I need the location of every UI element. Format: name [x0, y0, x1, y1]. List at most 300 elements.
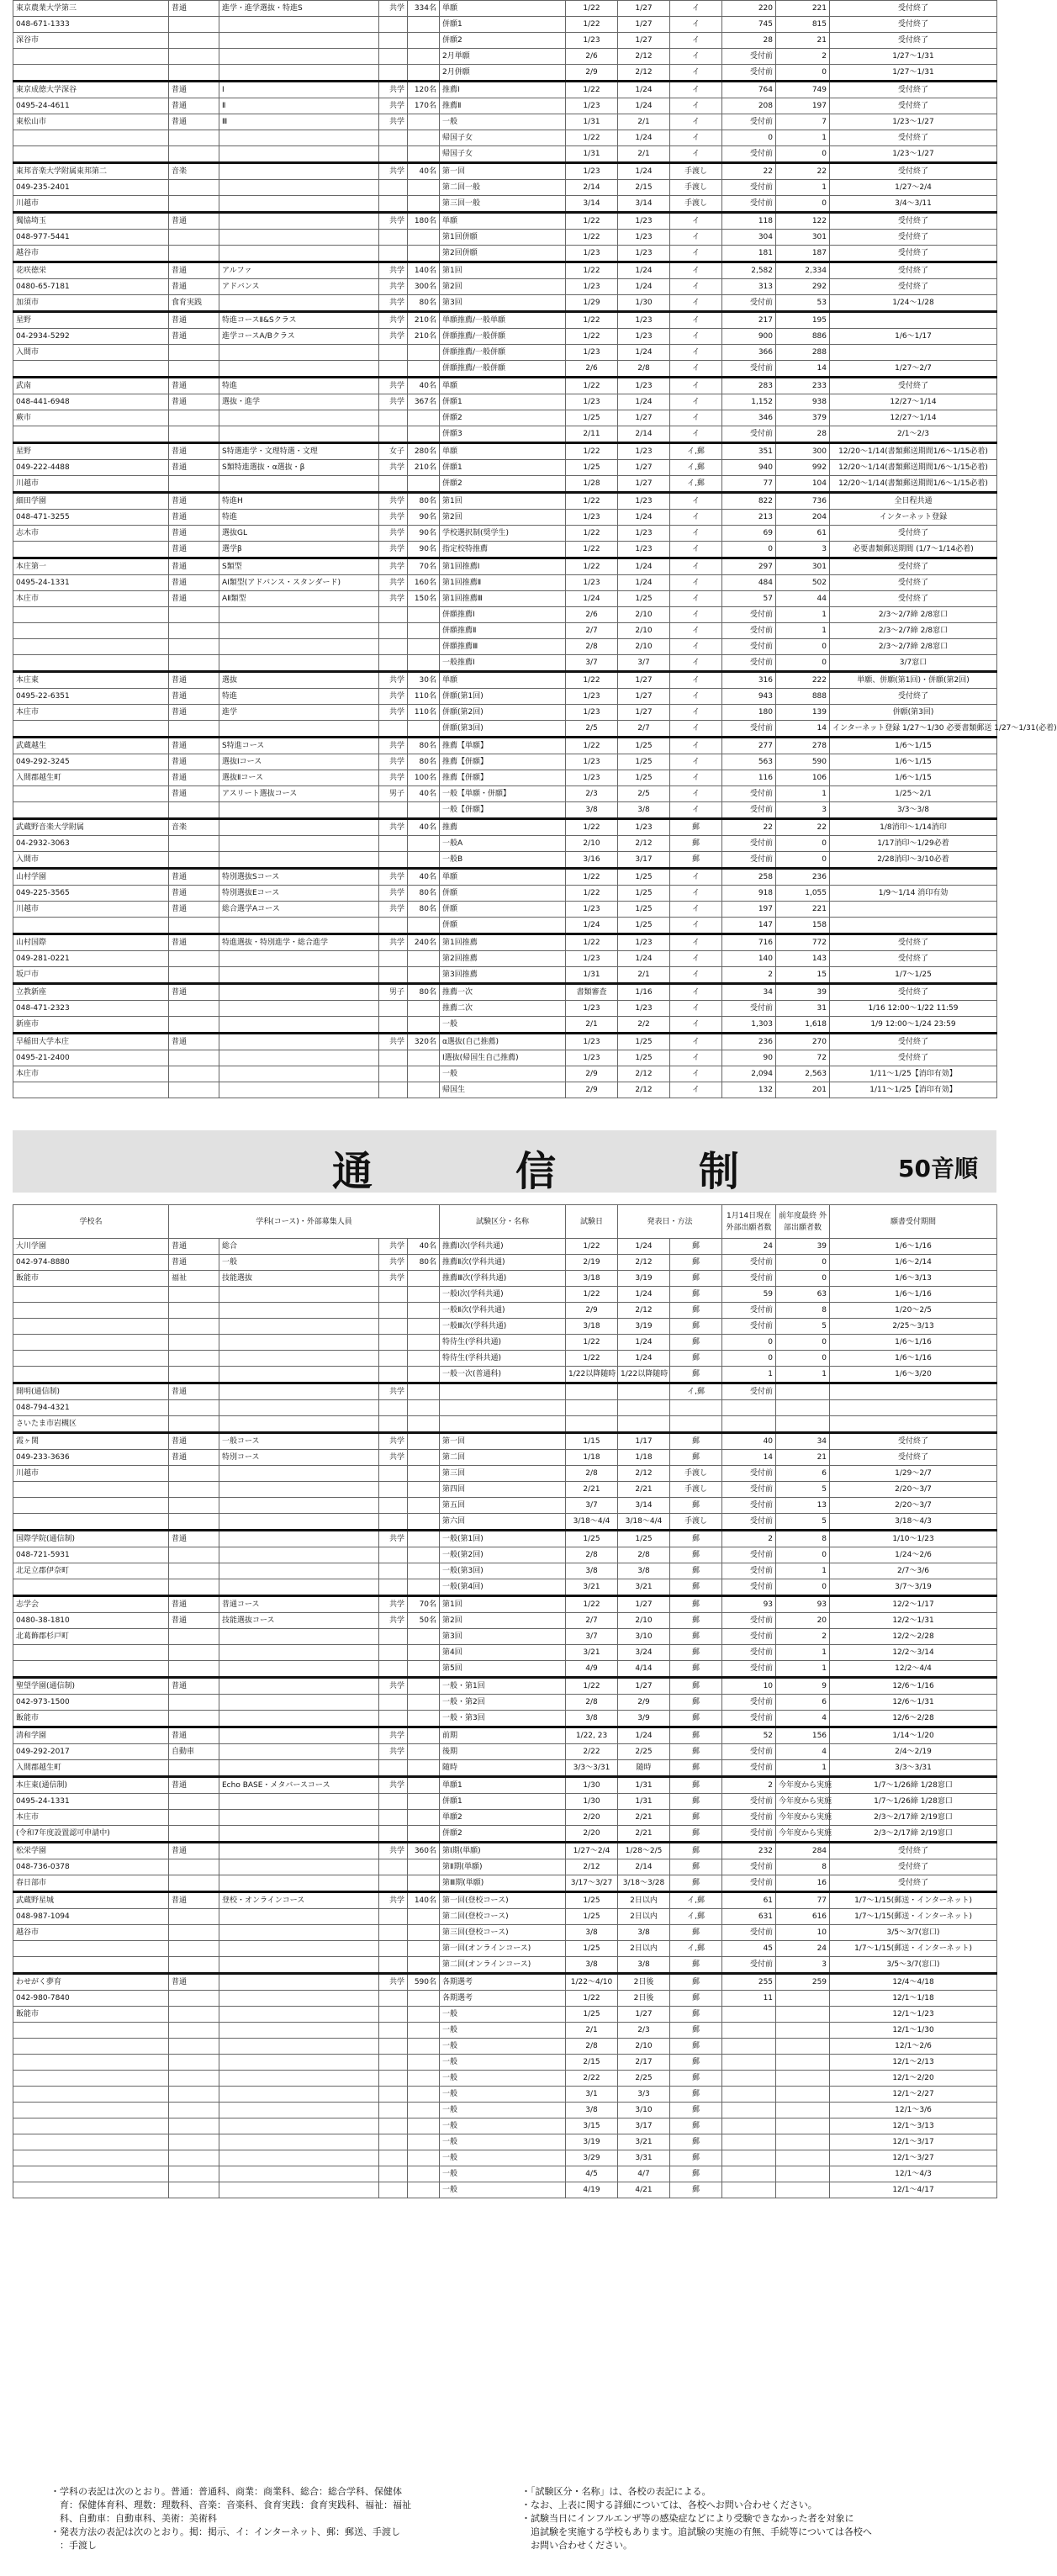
table-cell — [776, 2118, 830, 2134]
table-row — [13, 1335, 997, 1351]
table-cell: 1/25～2/1 — [830, 786, 997, 802]
table-cell: 郵 — [670, 1645, 722, 1661]
table-cell: 34 — [722, 984, 776, 1001]
table-cell: 受付終了 — [830, 1433, 997, 1450]
table-cell: 本庄市 — [13, 591, 169, 607]
table-cell: 3/8 — [566, 802, 618, 819]
table-cell — [408, 1351, 440, 1367]
table-cell — [13, 655, 169, 672]
table-cell: 選抜Ⅱコース — [219, 770, 379, 786]
table-cell: 048-794-4321 — [13, 1400, 169, 1416]
table-row — [13, 1563, 997, 1579]
table-cell — [219, 2023, 379, 2039]
table-cell: 受付前 — [722, 1826, 776, 1843]
table-cell — [219, 295, 379, 312]
table-cell: 8 — [776, 1859, 830, 1875]
table-cell: 男子 — [379, 786, 408, 802]
table-cell: 1/27 — [618, 672, 670, 689]
table-cell — [379, 967, 408, 984]
table-cell — [219, 967, 379, 984]
table-cell — [408, 1760, 440, 1777]
table-cell: 40名 — [408, 163, 440, 180]
table-cell: 21 — [776, 1450, 830, 1466]
table-cell: 2日以内 — [618, 1941, 670, 1957]
table-cell: 24 — [722, 1239, 776, 1255]
table-cell: 1/18 — [618, 1450, 670, 1466]
table-cell: 1/7～1/25 — [830, 967, 997, 984]
table-cell: 44 — [776, 591, 830, 607]
table-cell: イ — [670, 246, 722, 262]
table-cell: 共学 — [379, 1255, 408, 1271]
table-cell: 1/23 — [566, 98, 618, 114]
table-cell: 単願 — [440, 1, 566, 17]
table-cell: 2 — [722, 967, 776, 984]
table-cell: 今年度から実施 — [776, 1794, 830, 1810]
table-cell — [379, 1335, 408, 1351]
table-cell: 8 — [776, 1531, 830, 1547]
table-cell: 1/30 — [618, 295, 670, 312]
table-cell: 1/6～1/16 — [830, 1239, 997, 1255]
table-cell: 郵 — [670, 1957, 722, 1974]
table-cell: 普通 — [169, 1239, 219, 1255]
table-row — [13, 1678, 997, 1695]
table-cell — [379, 2150, 408, 2166]
table-cell: 2/14 — [618, 426, 670, 443]
table-cell: 入間市 — [13, 345, 169, 361]
table-cell: 単願 — [440, 869, 566, 886]
table-cell: 川越市 — [13, 1466, 169, 1482]
table-cell: 郵 — [670, 1287, 722, 1303]
table-cell: 1/23 — [566, 575, 618, 591]
table-cell — [219, 1400, 379, 1416]
table-cell: イ — [670, 934, 722, 951]
table-cell: 武蔵野音楽大学附属 — [13, 819, 169, 836]
table-cell: 11 — [722, 1991, 776, 2007]
table-cell: 第2回推薦 — [440, 951, 566, 967]
table-cell: イ — [670, 213, 722, 230]
table-cell — [408, 1678, 440, 1695]
table-cell: 2/22 — [566, 1744, 618, 1760]
table-cell: 1/22 — [566, 934, 618, 951]
table-cell: 12/27～1/14 — [830, 394, 997, 410]
table-cell — [408, 180, 440, 196]
table-cell: 0 — [776, 1271, 830, 1287]
table-cell: イ — [670, 786, 722, 802]
table-cell: 3/17～3/27 — [566, 1875, 618, 1892]
table-cell: 受付終了 — [830, 33, 997, 49]
table-cell: 郵 — [670, 1826, 722, 1843]
table-cell: 男子 — [379, 984, 408, 1001]
table-cell — [379, 951, 408, 967]
table-cell: 1/22 — [566, 542, 618, 558]
table-cell: イ — [670, 558, 722, 575]
table-cell: 1/22 — [566, 230, 618, 246]
table-cell: 受付前 — [722, 1514, 776, 1531]
table-cell: 食育実践 — [169, 295, 219, 312]
table-cell: 764 — [722, 82, 776, 98]
table-cell — [219, 426, 379, 443]
table-cell: 1/23 — [566, 951, 618, 967]
table-cell: 共学 — [379, 754, 408, 770]
table-cell — [776, 2166, 830, 2182]
table-row — [13, 655, 997, 672]
table-cell: 2/14 — [618, 1859, 670, 1875]
table-cell — [408, 2182, 440, 2198]
table-cell: イ — [670, 1034, 722, 1050]
table-cell: 160名 — [408, 575, 440, 591]
table-cell: イ — [670, 639, 722, 655]
header-last-year: 前年度最終 外部出願者数 — [776, 1205, 830, 1239]
table-row — [13, 230, 997, 246]
table-row — [13, 295, 997, 312]
table-cell — [219, 1367, 379, 1383]
table-cell: 普通 — [169, 312, 219, 329]
table-cell: 104 — [776, 476, 830, 493]
table-cell: 736 — [776, 493, 830, 510]
table-cell: 武南 — [13, 378, 169, 394]
table-row — [13, 1498, 997, 1514]
table-cell — [219, 1383, 379, 1400]
table-row — [13, 1925, 997, 1941]
table-cell: 2/21 — [618, 1826, 670, 1843]
table-cell — [670, 1400, 722, 1416]
table-cell: 2/7 — [618, 721, 670, 738]
table-cell — [379, 1416, 408, 1433]
table-cell: 1/23 — [618, 378, 670, 394]
table-cell: 12/1～2/27 — [830, 2087, 997, 2103]
table-cell: 受付終了 — [830, 1034, 997, 1050]
table-cell: 2/20～3/7 — [830, 1482, 997, 1498]
table-cell: 1/23 — [566, 279, 618, 295]
table-row — [13, 2023, 997, 2039]
table-cell: 918 — [722, 886, 776, 902]
table-cell — [440, 1383, 566, 1400]
table-cell: イ,郵 — [670, 460, 722, 476]
table-row — [13, 2087, 997, 2103]
table-cell: 502 — [776, 575, 830, 591]
table-cell — [13, 1335, 169, 1351]
table-cell: 普通 — [169, 1678, 219, 1695]
table-cell: 12/1～3/6 — [830, 2103, 997, 2118]
table-cell — [219, 2150, 379, 2166]
table-cell: 受付前 — [722, 1925, 776, 1941]
table-cell — [670, 1416, 722, 1433]
table-cell: 1/6～1/16 — [830, 1287, 997, 1303]
table-cell — [169, 1319, 219, 1335]
table-cell — [776, 1400, 830, 1416]
table-cell: 東京成徳大学深谷 — [13, 82, 169, 98]
table-cell — [219, 2039, 379, 2055]
table-cell: 受付前 — [722, 1794, 776, 1810]
table-cell: 3/7 — [566, 1498, 618, 1514]
table-cell — [219, 2134, 379, 2150]
table-cell: 100名 — [408, 770, 440, 786]
table-cell: 受付終了 — [830, 262, 997, 279]
table-cell: 1/23 — [566, 246, 618, 262]
table-cell: 132 — [722, 1082, 776, 1098]
table-cell — [219, 1629, 379, 1645]
table-cell: 郵 — [670, 1974, 722, 1991]
table-cell: 選学β — [219, 542, 379, 558]
table-cell — [379, 1001, 408, 1017]
table-cell — [13, 1661, 169, 1678]
table-cell: 0495-24-1331 — [13, 575, 169, 591]
table-cell: 普通 — [169, 279, 219, 295]
header-exam-date: 試験日 — [566, 1205, 618, 1239]
table-cell — [408, 1925, 440, 1941]
table-cell: 1/23 — [566, 902, 618, 918]
table-cell: イ — [670, 410, 722, 426]
table-cell: 40名 — [408, 786, 440, 802]
table-cell — [169, 2182, 219, 2198]
table-row — [13, 1892, 997, 1909]
table-cell: 共学 — [379, 934, 408, 951]
table-cell: 2/14 — [566, 180, 618, 196]
table-cell: 77 — [722, 476, 776, 493]
table-cell: 3/17 — [618, 852, 670, 869]
table-cell: 普通 — [169, 1596, 219, 1613]
table-cell: 武蔵越生 — [13, 738, 169, 754]
table-cell: 総合選学Aコース — [219, 902, 379, 918]
table-cell — [219, 1287, 379, 1303]
table-cell: 受付前 — [722, 1810, 776, 1826]
table-cell: 郵 — [670, 1613, 722, 1629]
table-cell — [219, 1563, 379, 1579]
table-cell: 59 — [722, 1287, 776, 1303]
table-cell: 3/19 — [618, 1319, 670, 1335]
table-cell: 4 — [776, 1744, 830, 1760]
table-cell: 第1回推薦Ⅲ — [440, 591, 566, 607]
table-cell: 郵 — [670, 1255, 722, 1271]
table-cell: 手渡し — [670, 1514, 722, 1531]
table-cell: 213 — [722, 510, 776, 526]
table-cell: 1/25 — [618, 886, 670, 902]
table-row — [13, 1727, 997, 1744]
table-cell: 深谷市 — [13, 33, 169, 49]
table-cell: 12/6～2/28 — [830, 1711, 997, 1727]
table-cell — [722, 2134, 776, 2150]
table-cell: 1/23 — [566, 510, 618, 526]
table-cell: 受付前 — [722, 1466, 776, 1482]
table-cell: 共学 — [379, 82, 408, 98]
table-cell: 総合 — [219, 1239, 379, 1255]
table-row — [13, 246, 997, 262]
table-cell: 1/22 — [566, 1287, 618, 1303]
table-cell: 2月単願 — [440, 49, 566, 65]
table-cell — [219, 230, 379, 246]
table-cell — [13, 2023, 169, 2039]
table-cell: 0 — [776, 1335, 830, 1351]
table-cell: 1/23 — [566, 345, 618, 361]
table-cell: 0 — [776, 852, 830, 869]
table-row — [13, 1826, 997, 1843]
table-cell: 3/8 — [566, 1563, 618, 1579]
table-cell: 1 — [776, 1563, 830, 1579]
table-row — [13, 689, 997, 705]
table-cell: イ — [670, 1066, 722, 1082]
table-cell: 2/10 — [566, 836, 618, 852]
table-cell — [379, 1629, 408, 1645]
table-cell: 共学 — [379, 886, 408, 902]
table-cell: 217 — [722, 312, 776, 329]
table-cell: 一般 — [440, 114, 566, 130]
table-cell — [379, 230, 408, 246]
table-cell: 40名 — [408, 869, 440, 886]
table-cell: 0 — [776, 836, 830, 852]
table-cell: 一般Ⅲ次(学科共通) — [440, 1319, 566, 1335]
table-row — [13, 754, 997, 770]
table-row — [13, 2007, 997, 2023]
table-cell: 春日部市 — [13, 1875, 169, 1892]
table-cell — [379, 410, 408, 426]
table-cell: 一般(第4回) — [440, 1579, 566, 1596]
table-cell — [776, 1383, 830, 1400]
table-cell: 共学 — [379, 114, 408, 130]
table-cell — [408, 1727, 440, 1744]
table-cell — [408, 1466, 440, 1482]
table-cell — [169, 2039, 219, 2055]
table-cell: 3/3～3/31 — [566, 1760, 618, 1777]
table-cell: 1/11～1/25【消印有効】 — [830, 1082, 997, 1098]
table-cell: 197 — [776, 98, 830, 114]
table-cell: 一般 — [440, 2118, 566, 2134]
table-cell: 4/14 — [618, 1661, 670, 1678]
table-cell: 3/15 — [566, 2118, 618, 2134]
table-cell — [169, 196, 219, 213]
table-row — [13, 1579, 997, 1596]
table-cell: 1/24 — [618, 279, 670, 295]
table-cell — [379, 49, 408, 65]
table-cell: 049-222-4488 — [13, 460, 169, 476]
table-cell: 受付前 — [722, 196, 776, 213]
table-cell — [13, 2134, 169, 2150]
table-row — [13, 1, 997, 17]
table-cell: 東松山市 — [13, 114, 169, 130]
table-cell: イ,郵 — [670, 443, 722, 460]
table-cell: 郵 — [670, 1777, 722, 1794]
table-cell: 普通 — [169, 1974, 219, 1991]
table-cell — [776, 2087, 830, 2103]
table-cell: 特待生(学科共通) — [440, 1351, 566, 1367]
table-cell — [219, 1875, 379, 1892]
table-cell: 292 — [776, 279, 830, 295]
table-cell: 12/20～1/14(書類郵送期間1/6～1/15必着) — [830, 476, 997, 493]
table-cell: 1/25 — [566, 1892, 618, 1909]
table-cell: 1/6～3/13 — [830, 1271, 997, 1287]
table-cell: 受付前 — [722, 426, 776, 443]
note-line: 科、自動車：自動車科、美術：美術科 — [50, 2513, 217, 2524]
table-cell — [169, 426, 219, 443]
table-cell: 90 — [722, 1050, 776, 1066]
table-cell: 0 — [722, 130, 776, 146]
table-cell: 1/22～4/10 — [566, 1974, 618, 1991]
table-cell: 共学 — [379, 526, 408, 542]
table-cell: 716 — [722, 934, 776, 951]
table-cell: 登校・オンラインコース — [219, 1892, 379, 1909]
table-cell — [169, 852, 219, 869]
table-cell: 学校選択制(奨学生) — [440, 526, 566, 542]
table-cell: 1/6～1/16 — [830, 1335, 997, 1351]
table-cell — [379, 1400, 408, 1416]
table-cell: 受付前 — [722, 786, 776, 802]
table-cell: 1/23 — [566, 1034, 618, 1050]
table-row — [13, 2118, 997, 2134]
table-cell — [169, 1760, 219, 1777]
table-cell: 147 — [722, 918, 776, 934]
header-course: 学科(コース)・外部募集人員 — [169, 1205, 440, 1239]
table-cell: 星野 — [13, 443, 169, 460]
table-cell: 5 — [776, 1319, 830, 1335]
table-cell: 推薦Ⅱ次(学科共通) — [440, 1255, 566, 1271]
table-cell: イ,郵 — [670, 1892, 722, 1909]
table-cell: 推薦Ⅰ — [440, 82, 566, 98]
table-cell: 80名 — [408, 754, 440, 770]
table-cell: 共学 — [379, 1744, 408, 1760]
table-cell: 24 — [776, 1941, 830, 1957]
table-cell: 共学 — [379, 262, 408, 279]
table-cell — [379, 852, 408, 869]
table-cell: Echo BASE・メタバースコース — [219, 1777, 379, 1794]
table-cell: 1/15 — [566, 1433, 618, 1450]
table-cell: 9 — [776, 1678, 830, 1695]
table-row — [13, 49, 997, 65]
table-cell: 併願2 — [440, 33, 566, 49]
top-table — [13, 0, 1057, 1098]
table-cell: 1/27 — [618, 460, 670, 476]
table-cell — [408, 1777, 440, 1794]
table-cell: 1/31 — [566, 967, 618, 984]
table-cell: 1/9～1/14 消印有効 — [830, 886, 997, 902]
table-cell: 1 — [776, 1760, 830, 1777]
table-cell: 入間市 — [13, 852, 169, 869]
table-cell: 共学 — [379, 1383, 408, 1400]
table-cell: 1/22 — [566, 1991, 618, 2007]
table-cell: 併願1 — [440, 1794, 566, 1810]
table-cell: Ⅰ — [219, 82, 379, 98]
table-cell — [169, 1287, 219, 1303]
table-cell: 2/3～2/7締 2/8窓口 — [830, 623, 997, 639]
table-cell: 1/22 — [566, 1335, 618, 1351]
table-cell: 6 — [776, 1695, 830, 1711]
table-cell: 受付前 — [722, 639, 776, 655]
table-cell: 0495-21-2400 — [13, 1050, 169, 1066]
table-cell — [169, 246, 219, 262]
table-cell: 受付前 — [722, 1859, 776, 1875]
table-cell — [776, 2007, 830, 2023]
table-cell: 049-292-3245 — [13, 754, 169, 770]
table-cell: 12/2～1/17 — [830, 1596, 997, 1613]
table-cell: 2/21 — [566, 1482, 618, 1498]
table-cell — [408, 2118, 440, 2134]
table-cell: 受付前 — [722, 1271, 776, 1287]
table-cell — [219, 852, 379, 869]
table-cell: 郵 — [670, 1498, 722, 1514]
table-cell — [408, 1287, 440, 1303]
table-cell: 0 — [776, 65, 830, 82]
table-cell: 一般A — [440, 836, 566, 852]
table-cell — [379, 1661, 408, 1678]
table-cell: 13 — [776, 1498, 830, 1514]
table-cell: 69 — [722, 526, 776, 542]
table-cell: 本庄東 — [13, 672, 169, 689]
table-cell: 201 — [776, 1082, 830, 1098]
table-cell: 745 — [722, 17, 776, 33]
table-cell: 第3回 — [440, 295, 566, 312]
table-cell: アルファ — [219, 262, 379, 279]
table-cell — [408, 1661, 440, 1678]
table-cell: 1/22 — [566, 526, 618, 542]
table-cell — [379, 1909, 408, 1925]
